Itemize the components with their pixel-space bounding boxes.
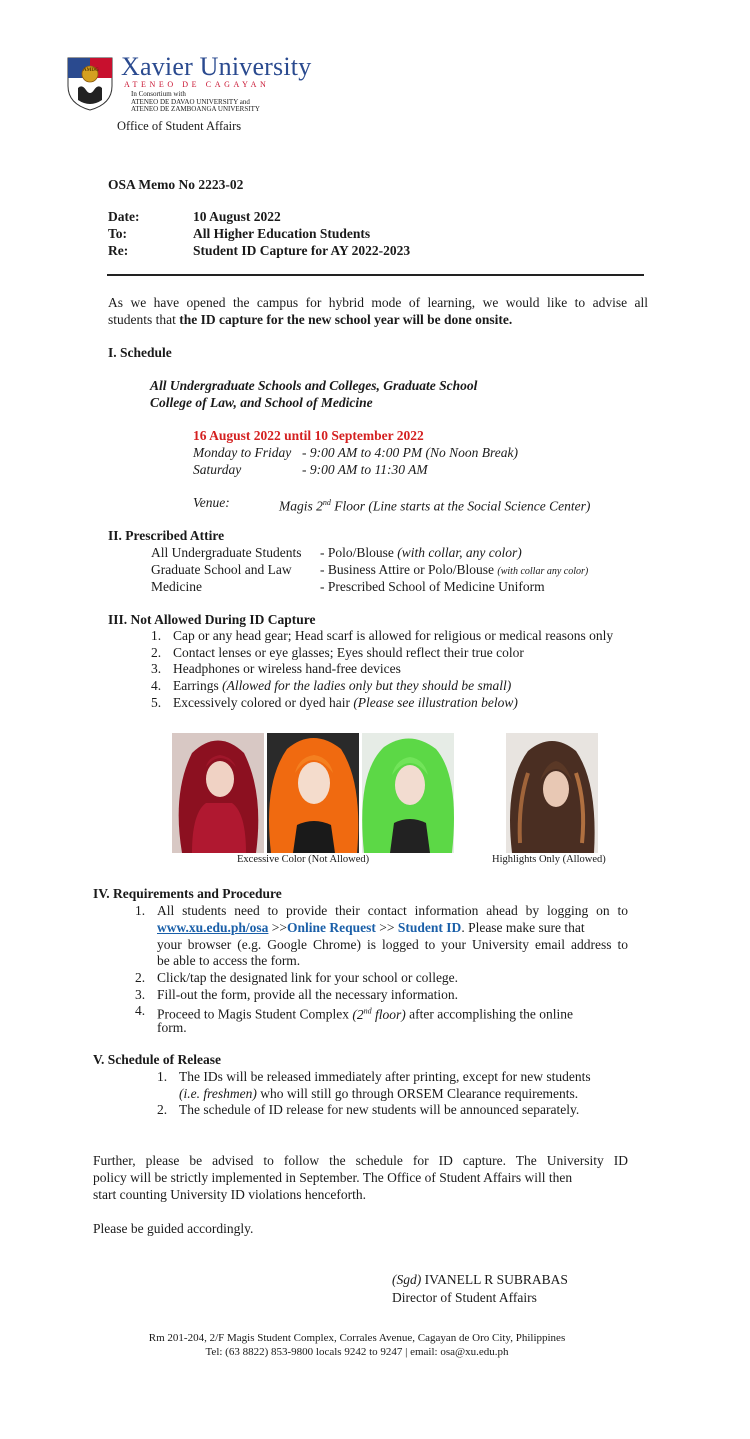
req-item-3: Fill-out the form, provide all the necessary information. bbox=[157, 987, 459, 1002]
schedule-schools-1: All Undergraduate Schools and Colleges, Graduate School bbox=[150, 378, 478, 393]
not-allowed-num-5: 5. bbox=[151, 695, 162, 710]
venue-pre: Magis 2 bbox=[279, 498, 323, 514]
closing-guided: Please be guided accordingly. bbox=[93, 1221, 254, 1236]
not-allowed-item-4 bbox=[173, 677, 511, 694]
not-allowed-item-4-text: Earrings bbox=[173, 678, 223, 693]
not-allowed-item-4-note: (Allowed for the ladies only but they should be small) bbox=[222, 678, 512, 693]
not-allowed-num-4: 4. bbox=[151, 678, 162, 693]
signature-name bbox=[392, 1271, 568, 1288]
attire-desc-1 bbox=[320, 544, 522, 561]
link-sep-1: >> bbox=[268, 920, 288, 935]
footer-address: Rm 201-204, 2/F Magis Student Complex, Corrales Avenue, Cagayan de Oro City, Philippines bbox=[148, 1332, 566, 1344]
not-allowed-num-1: 1. bbox=[151, 628, 162, 643]
attire-heading: II. Prescribed Attire bbox=[108, 528, 225, 543]
attire-group-2: Graduate School and Law bbox=[151, 562, 292, 577]
link-sep-2: >> bbox=[375, 920, 398, 935]
venue-post: Floor (Line starts at the Social Science Center) bbox=[330, 498, 591, 514]
not-allowed-item-1: Cap or any head gear; Head scarf is allowed for religious or medical reasons only bbox=[173, 628, 614, 643]
consortium-line-3: ATENEO DE ZAMBOANGA UNIVERSITY bbox=[131, 105, 260, 113]
venue-sup: nd bbox=[322, 498, 331, 507]
memo-re-value: Student ID Capture for AY 2022-2023 bbox=[193, 243, 411, 258]
req-num-3: 3. bbox=[135, 987, 146, 1002]
closing-line-2: policy will be strictly implemented in September. The Office of Student Affairs will then bbox=[93, 1170, 573, 1185]
req-num-2: 2. bbox=[135, 970, 146, 985]
university-name: Xavier University bbox=[121, 52, 312, 81]
memo-re-label: Re: bbox=[108, 243, 129, 258]
consortium-line-1: In Consortium with bbox=[131, 90, 186, 98]
footer-contact: Tel: (63 8822) 853-9800 locals 9242 to 9247 | email: osa@xu.edu.ph bbox=[205, 1346, 509, 1358]
release-num-1: 1. bbox=[157, 1069, 168, 1084]
photo-red-hair bbox=[172, 733, 264, 853]
intro-line-2 bbox=[108, 311, 512, 328]
signature-title: Director of Student Affairs bbox=[392, 1290, 537, 1305]
closing-line-3: start counting University ID violations henceforth. bbox=[93, 1187, 366, 1202]
attire-desc-2-text: - Business Attire or Polo/Blouse bbox=[320, 562, 498, 577]
req-item-4-floor-end: floor) bbox=[371, 1006, 406, 1022]
intro-line-1: As we have opened the campus for hybrid mode of learning, we would like to advise all bbox=[108, 295, 648, 310]
not-allowed-heading: III. Not Allowed During ID Capture bbox=[108, 612, 316, 627]
req-item-4-floor bbox=[352, 1007, 405, 1022]
red-hair-image bbox=[172, 733, 264, 853]
student-id-link[interactable]: Student ID bbox=[397, 920, 462, 935]
req-item-4-post: after accomplishing the online bbox=[405, 1006, 573, 1022]
venue-value bbox=[279, 494, 590, 515]
req-num-1: 1. bbox=[135, 903, 146, 918]
attire-note-2: (with collar any color) bbox=[497, 566, 589, 577]
memo-to-label: To: bbox=[108, 226, 128, 241]
weekday-hours: - 9:00 AM to 4:00 PM (No Noon Break) bbox=[302, 445, 518, 460]
req-item-4-floor-num: (2 bbox=[352, 1006, 364, 1022]
caption-highlights: Highlights Only (Allowed) bbox=[492, 854, 606, 865]
release-item-1-line-1: The IDs will be released immediately after printing, except for new students bbox=[179, 1069, 591, 1084]
schedule-heading: I. Schedule bbox=[108, 345, 172, 360]
online-request-link[interactable]: Online Request bbox=[287, 920, 376, 935]
seal-text: AMDG bbox=[83, 68, 99, 73]
attire-group-1: All Undergraduate Students bbox=[151, 545, 302, 560]
release-heading: V. Schedule of Release bbox=[93, 1052, 221, 1067]
schedule-dates: 16 August 2022 until 10 September 2022 bbox=[193, 428, 424, 443]
req-num-4: 4. bbox=[135, 1003, 146, 1018]
schedule-schools-2: College of Law, and School of Medicine bbox=[150, 395, 373, 410]
intro-line-2-bold: the ID capture for the new school year will be done onsite. bbox=[179, 312, 513, 327]
req-item-1-rest: . Please make sure that bbox=[461, 920, 585, 935]
attire-note-1: (with collar, any color) bbox=[397, 545, 522, 560]
venue-label: Venue: bbox=[193, 495, 230, 510]
release-item-1-ital: (i.e. freshmen) bbox=[179, 1086, 257, 1101]
release-item-1-line-2 bbox=[179, 1085, 578, 1102]
req-item-4-line-1 bbox=[157, 1002, 573, 1023]
attire-desc-1-text: - Polo/Blouse bbox=[320, 545, 398, 560]
req-item-4-pre: Proceed to Magis Student Complex bbox=[157, 1006, 353, 1022]
req-item-1-line-2 bbox=[157, 919, 585, 936]
not-allowed-item-5 bbox=[173, 694, 518, 711]
consortium-line-2: ATENEO DE DAVAO UNIVERSITY and bbox=[131, 98, 250, 106]
saturday-label: Saturday bbox=[193, 462, 242, 477]
signature-sgd: (Sgd) bbox=[392, 1272, 422, 1287]
memo-number: OSA Memo No 2223-02 bbox=[108, 177, 244, 192]
req-item-1-line-1: All students need to provide their contact information ahead by logging on to bbox=[157, 903, 628, 918]
memo-date-label: Date: bbox=[108, 209, 140, 224]
not-allowed-num-3: 3. bbox=[151, 661, 162, 676]
memo-date-value: 10 August 2022 bbox=[193, 209, 281, 224]
header-divider bbox=[107, 274, 644, 276]
not-allowed-num-2: 2. bbox=[151, 645, 162, 660]
photo-green-hair bbox=[362, 733, 454, 853]
osa-link[interactable]: www.xu.edu.ph/osa bbox=[157, 920, 269, 935]
release-item-1-rest: who will still go through ORSEM Clearance requirements. bbox=[256, 1086, 579, 1101]
req-item-1-line-4: be able to access the form. bbox=[157, 953, 301, 968]
req-item-2: Click/tap the designated link for your school or college. bbox=[157, 970, 459, 985]
closing-line-1: Further, please be advised to follow the schedule for ID capture. The University ID bbox=[93, 1153, 628, 1168]
attire-desc-3: - Prescribed School of Medicine Uniform bbox=[320, 579, 545, 594]
req-item-4-sup: nd bbox=[363, 1006, 372, 1015]
saturday-hours: - 9:00 AM to 11:30 AM bbox=[302, 462, 428, 477]
memo-to-value: All Higher Education Students bbox=[193, 226, 371, 241]
not-allowed-item-5-text: Excessively colored or dyed hair bbox=[173, 695, 354, 710]
release-num-2: 2. bbox=[157, 1102, 168, 1117]
signature-name-text: IVANELL R SUBRABAS bbox=[421, 1272, 568, 1287]
orange-hair-image bbox=[267, 733, 359, 853]
not-allowed-item-2: Contact lenses or eye glasses; Eyes should reflect their true color bbox=[173, 645, 524, 660]
req-item-1-line-3: your browser (e.g. Google Chrome) is logged to your University email address to bbox=[157, 937, 628, 952]
not-allowed-item-5-note: (Please see illustration below) bbox=[353, 695, 518, 710]
attire-group-3: Medicine bbox=[151, 579, 202, 594]
university-seal bbox=[66, 56, 114, 112]
weekday-label: Monday to Friday bbox=[193, 445, 292, 460]
release-item-2: The schedule of ID release for new students will be announced separately. bbox=[179, 1102, 580, 1117]
requirements-heading: IV. Requirements and Procedure bbox=[93, 886, 282, 901]
highlights-hair-image bbox=[506, 733, 598, 853]
university-subtitle: ATENEO DE CAGAYAN bbox=[124, 80, 270, 89]
photo-orange-hair bbox=[267, 733, 359, 853]
office-name: Office of Student Affairs bbox=[117, 119, 242, 133]
caption-excessive: Excessive Color (Not Allowed) bbox=[237, 854, 370, 865]
photo-highlights-hair bbox=[506, 733, 598, 853]
not-allowed-item-3: Headphones or wireless hand-free devices bbox=[173, 661, 401, 676]
seal-icon bbox=[66, 56, 114, 112]
req-item-4-line-2: form. bbox=[157, 1020, 187, 1035]
green-hair-image bbox=[362, 733, 454, 853]
intro-line-2-plain: students that bbox=[108, 312, 180, 327]
